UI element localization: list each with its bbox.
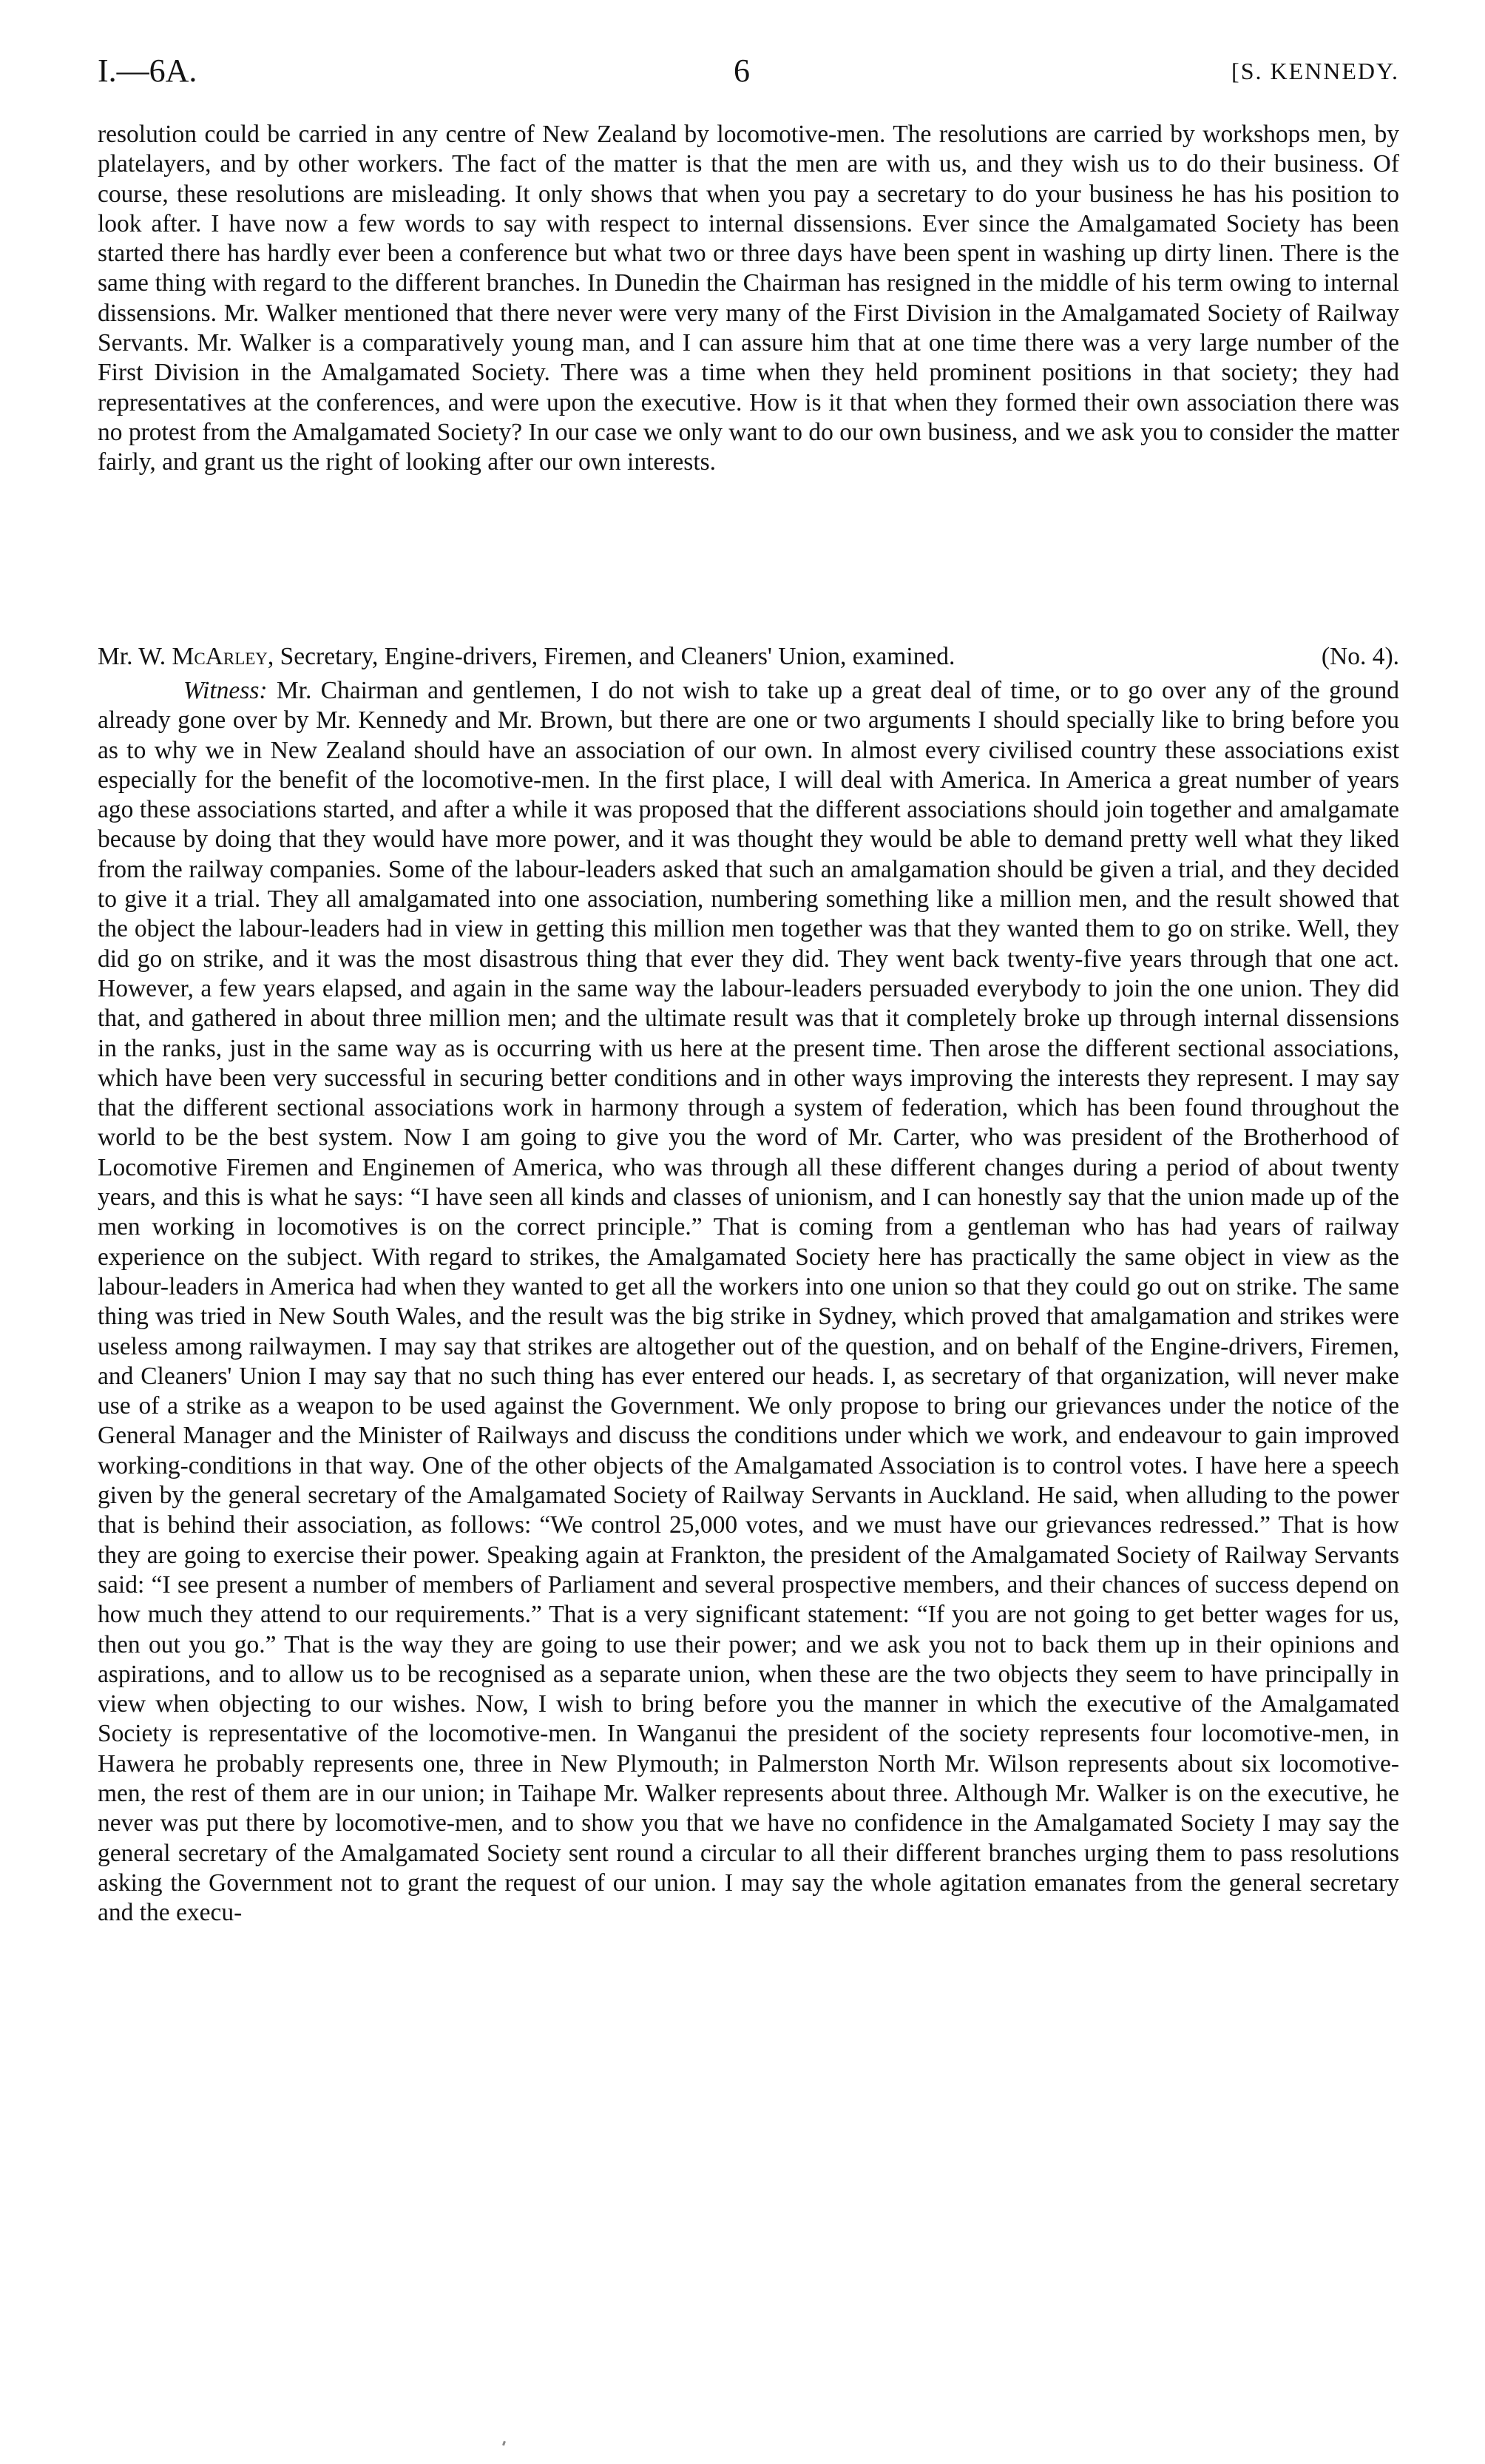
running-header xyxy=(98,52,1399,96)
page-number: 6 xyxy=(734,53,750,89)
witness-label: Witness: xyxy=(183,677,268,704)
heading-description: , Secretary, Engine-drivers, Firemen, and Cleaners' Union, examined. xyxy=(267,643,955,670)
scan-artifact xyxy=(502,2441,506,2446)
speaker-name: [S. KENNEDY. xyxy=(1231,58,1399,84)
witness-statement xyxy=(98,676,1399,1928)
continued-paragraph xyxy=(98,120,1399,478)
witness-heading xyxy=(98,642,1399,672)
document-reference: I.—6A. xyxy=(98,53,197,89)
statement-text: Mr. Chairman and gentlemen, I do not wish to take up a great deal of time, or to go over any of the ground already gone over by Mr. Kennedy and Mr. Brown, but there are one or two arguments I should specially like to bring before you as to why we in New Zealand should have an association of our own. In almost every civilised country these associations exist especially for the benefit of the locomotive-men. In the first place, I will deal with America. In America a great number of years ago these associations started, and after a while it was proposed that the different associations should join together and amalgamate because by doing that they would have more power, and it was thought they would be able to demand pretty well what they liked from the railway companies. Some of the labour-leaders asked that such an amalgamation should be given a trial, and they decided to give it a trial. They all amalgamated into one association, numbering something like a million men, and the result showed that the object the labour-leaders had in view in getting this million men together was that they wanted them to go on strike. Well, they did go on strike, and it was the most disastrous thing that ever they did. They went back twenty-five years through that one act. However, a few years elapsed, and again in the same way the labour-leaders persuaded everybody to join the one union. They did that, and gathered in about three million men; and the ultimate result was that it completely broke up through internal dissensions in the ranks, just in the same way as is occurring with us here at the present time. Then arose the different sectional associations, which have been very successful in securing better conditions and in other ways improving the interests they represent. I may say that the different sectional associations work in harmony through a system of federation, which has been found throughout the world to be the best system. Now I am going to give you the word of Mr. Carter, who was president of the Brotherhood of Locomotive Firemen and Enginemen of America, who was through all these different changes during a period of about twenty years, and this is what he says: “I have seen all kinds and classes of unionism, and I can honestly say that the union made up of the men working in locomotives is on the correct principle.” That is coming from a gentleman who has had years of railway experience on the subject. With regard to strikes, the Amalgamated Society here has practically the same object in view as the labour-leaders in America had when they wanted to get all the workers into one union so that they could go out on strike. The same thing was tried in New South Wales, and the result was the big strike in Sydney, which proved that amalgamation and strikes were useless among railwaymen. I may say that strikes are altogether out of the question, and on behalf of the Engine-drivers, Firemen, and Cleaners' Union I may say that no such thing has ever entered our heads. I, as secretary of that organization, will never make use of a strike as a weapon to be used against the Government. We only propose to bring our grievances under the notice of the General Manager and the Minister of Railways and discuss the conditions under which we work, and endeavour to gain improved working-conditions in that way. One of the other objects of the Amalgamated Association is to control votes. I have here a speech given by the general secretary of the Amalgamated Society of Railway Servants in Auckland. He said, when alluding to the power that is behind their association, as follows: “We control 25,000 votes, and we must have our grievances redressed.” That is how they are going to exercise their power. Speaking again at Frankton, the president of the Amalgamated Society of Railway Servants said: “I see present a number of members of Parliament and several prospective members, and their chances of success depend on how much they attend to our requirements.” That is a very significant statement: “If you are not going to get better wages for us, then out you go.” That is the way they are going to use their power; and we ask you not to back them up in their opinions and aspirations, and to allow us to be recognised as a separate union, when these are the two objects they seem to have principally in view when objecting to our wishes. Now, I wish to bring before you the manner in which the executive of the Amalgamated Society is representative of the locomotive-men. In Wanganui the president of the society represents four locomotive-men, in Hawera he probably represents one, three in New Plymouth; in Palmerston North Mr. Wilson represents about six locomotive-men, the rest of them are in our union; in Taihape Mr. Walker represents about three. Although Mr. Walker is on the executive, he never was put there by locomotive-men, and to show you that we have no confidence in the Amalgamated Society I may say the general secretary of the Amalgamated Society sent round a circular to all their different branches urging them to pass resolutions asking the Government not to grant the request of our union. I may say the whole agitation emanates from the general secretary and the execu- xyxy=(98,677,1399,1927)
paragraph-text: resolution could be carried in any centre of New Zealand by locomotive-men. The resolutions are carried by workshops men, by platelayers, and by other workers. The fact of the matter is that the men are with us, and they wish us to do their business. Of course, these resolutions are misleading. It only shows that when you pay a secretary to do your business he has his position to look after. I have now a few words to say with respect to internal dissensions. Ever since the Amalgamated Society has been started there has hardly ever been a conference but what two or three days have been spent in washing up dirty linen. There is the same thing with regard to the different branches. In Dunedin the Chairman has resigned in the middle of his term owing to internal dissensions. Mr. Walker mentioned that there never were very many of the First Division in the Amalgamated Society of Railway Servants. Mr. Walker is a comparatively young man, and I can assure him that at one time there was a very large number of the First Division in the Amalgamated Society. There was a time when they held prominent positions in that society; they had representatives at the conferences, and were upon the executive. How is it that when they formed their own association there was no protest from the Amalgamated Society? In our case we only want to do our own business, and we ask you to consider the matter fairly, and grant us the right of looking after our own interests. xyxy=(98,121,1399,476)
witness-name: McArley xyxy=(172,643,268,670)
witness-number: (No. 4). xyxy=(1321,643,1399,670)
heading-prefix: Mr. W. xyxy=(98,643,172,670)
